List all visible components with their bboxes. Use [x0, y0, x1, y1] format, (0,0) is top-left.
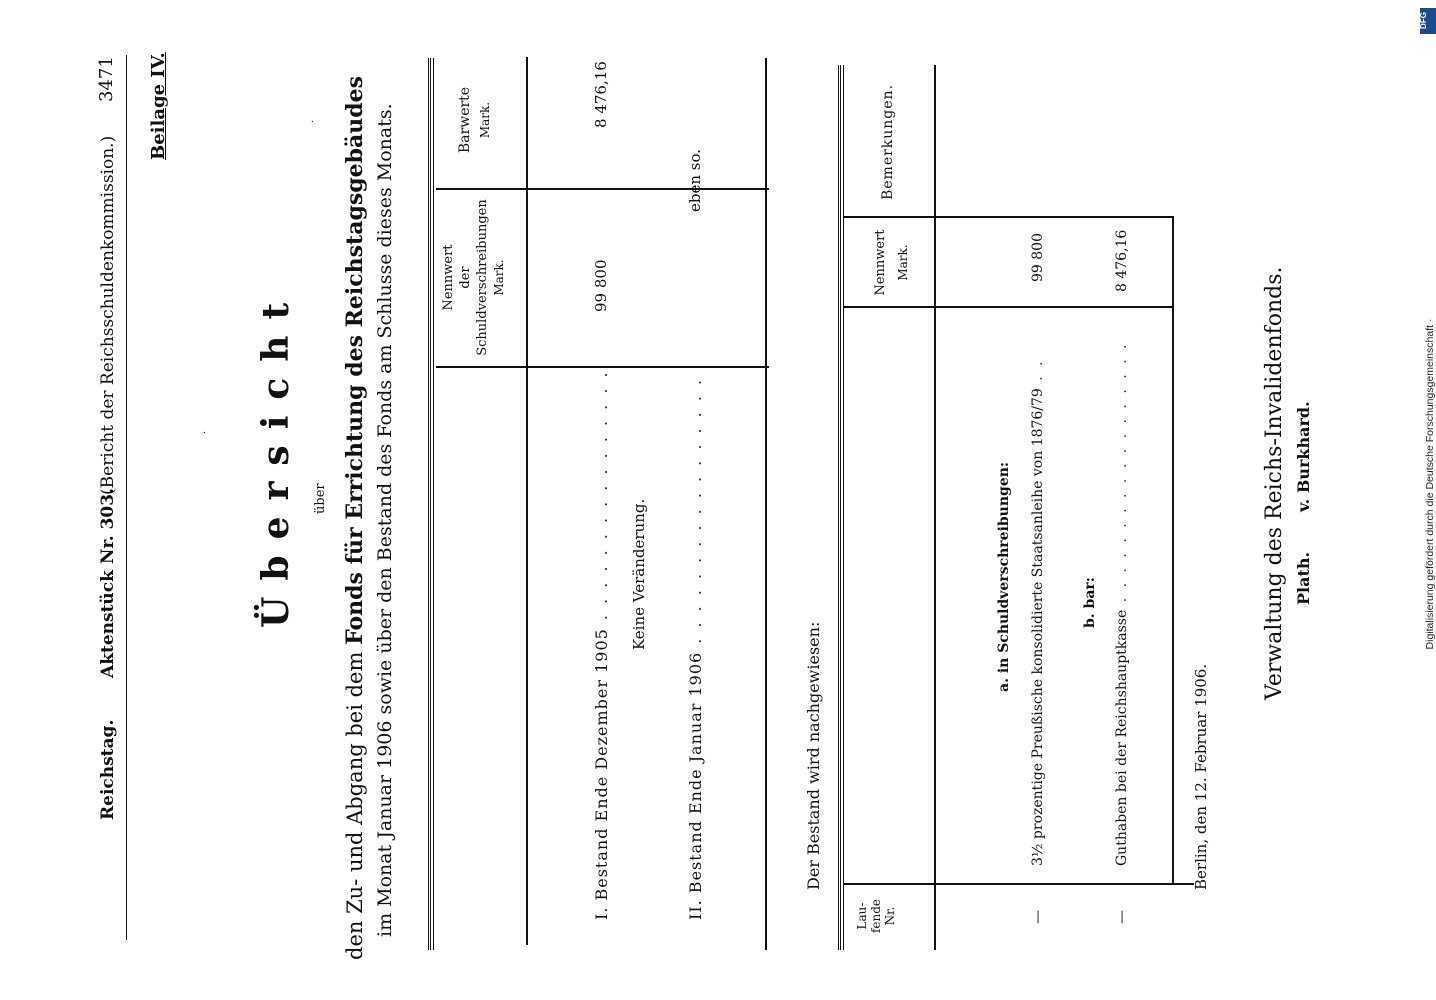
- table1-bottom-rule: [765, 58, 767, 950]
- table2-col-nominal: Nennwert Mark.: [873, 229, 910, 296]
- page-title: Übersicht: [255, 286, 297, 628]
- table2-section-a: a. in Schuldverschreibungen:: [996, 461, 1012, 692]
- table1-top-rule: [428, 58, 434, 950]
- table1-row1-nominal: 99 800: [592, 259, 610, 312]
- table1-col-nominal: Nennwert der Schuldverschreibungen Mark.: [441, 199, 506, 356]
- dfg-logo: DFG: [1420, 8, 1436, 34]
- appendix-label: Beilage IV.: [148, 52, 169, 160]
- table2-row-a-no: —: [1030, 910, 1046, 924]
- table2-row-a-value: 99 800: [1030, 233, 1046, 282]
- digitization-watermark: Digitalisierung gefördert durch die Deutsche Forschungsgemeinschaft ·: [1424, 318, 1436, 650]
- header-subtitle: (Bericht der Reichsschuldenkommission.): [98, 135, 118, 495]
- table2-bottom-rule: [1172, 217, 1174, 885]
- proof-intro: Der Bestand wird nachgewiesen:: [804, 621, 823, 890]
- table1-divider-1: [436, 366, 769, 368]
- table2-row-b-label: Guthaben bei der Reichshauptkasse . . . . . . . . . . . . . . . . . .: [1114, 341, 1130, 866]
- table2-row-b-value: 8 476,16: [1114, 229, 1130, 292]
- title-line1: den Zu- und Abgang bei dem Fonds für Errichtung des Reichstagsgebäudes: [342, 76, 368, 960]
- page-number: 3471: [96, 56, 117, 102]
- header-left: Reichstag.: [98, 719, 118, 820]
- table1-row1-label: I. Bestand Ende Dezember 1905 . . . . . . . . . . . . . . . .: [592, 369, 611, 920]
- table2-divider-2: [844, 216, 1174, 218]
- table2-row-a-label: 3½ prozentige Preußische konsolidierte Staatsanleihe von 1876/79 . .: [1030, 358, 1046, 866]
- table1-row1-cash: 8 476,16: [592, 61, 610, 128]
- header-rule: [126, 55, 127, 940]
- table2-divider-1: [844, 306, 1174, 308]
- table1-no-change: Keine Veränderung.: [630, 498, 648, 650]
- scan-speck: ·: [308, 119, 319, 123]
- title-line2: im Monat Januar 1906 sowie über den Bestand des Fonds am Schlusse dieses Monats.: [374, 103, 396, 937]
- header-document: Aktenstück Nr. 303.: [98, 487, 118, 678]
- table1-row2-label: II. Bestand Ende Januar 1906 . . . . . . . . . . . . . . . . .: [686, 376, 705, 920]
- table2-section-b: b. bar:: [1082, 577, 1098, 628]
- table1-divider-2: [436, 188, 769, 190]
- table1-col-cash: Barwerte Mark.: [457, 86, 492, 154]
- table2-col-remarks: Bemerkungen.: [880, 83, 896, 201]
- table1-header-rule: [526, 57, 528, 945]
- place-date: Berlin, den 12. Februar 1906.: [1192, 663, 1210, 890]
- table2-row-b-no: —: [1114, 910, 1130, 924]
- table2-divider-no: [844, 883, 1194, 885]
- scan-speck: ·: [200, 430, 211, 434]
- table2-col-no: Lau- fende Nr.: [855, 898, 897, 934]
- signature-name-1: Plath.: [1294, 551, 1313, 605]
- table2-top-rule: [838, 65, 844, 950]
- title-over: über: [313, 483, 328, 514]
- signature-name-2: v. Burkhard.: [1294, 401, 1313, 512]
- signature-authority: Verwaltung des Reichs-Invalidenfonds.: [1262, 266, 1287, 700]
- table1-row2-value: eben so.: [686, 148, 704, 212]
- table2-header-rule: [934, 65, 936, 950]
